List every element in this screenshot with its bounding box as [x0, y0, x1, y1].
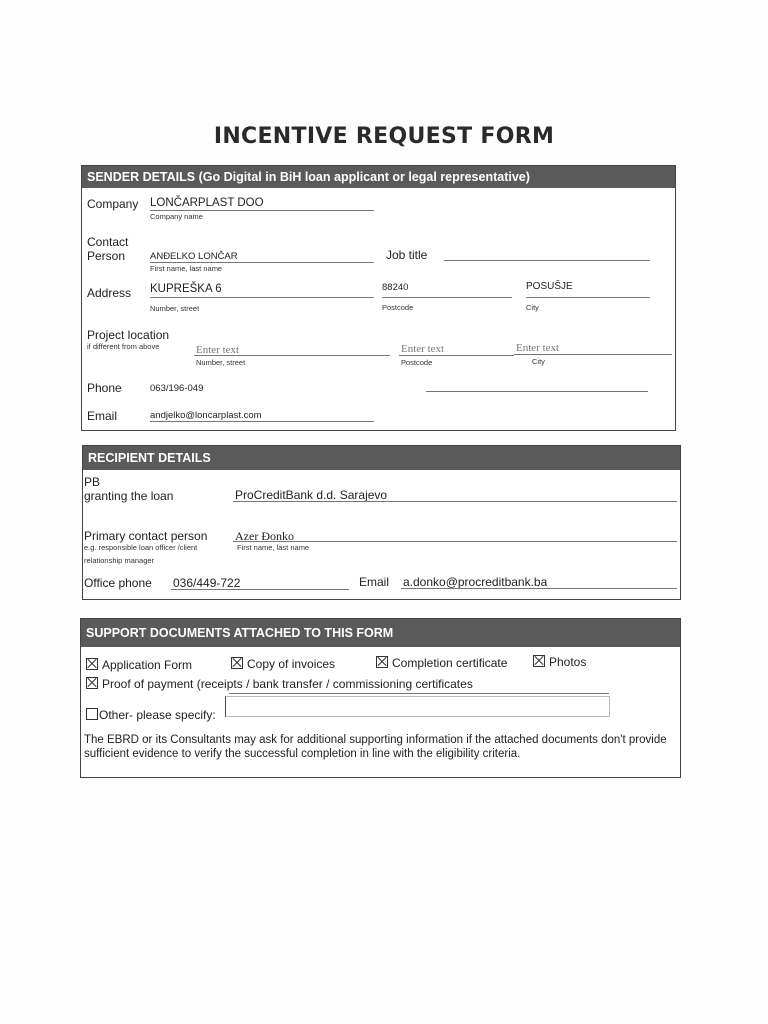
email-label: Email — [87, 409, 118, 423]
address-city-field[interactable]: POSUŠJE — [526, 281, 573, 292]
contact-label-line1: Contact — [87, 235, 129, 249]
project-postcode-underline — [399, 355, 514, 356]
primary-contact-hint-1: e.g. responsible loan officer /client — [84, 543, 198, 552]
primary-contact-hint-name: First name, last name — [237, 543, 310, 552]
address-postcode-hint: Postcode — [382, 303, 414, 312]
address-city-underline — [526, 297, 650, 298]
project-street-underline — [194, 355, 390, 356]
contact-hint: First name, last name — [150, 264, 223, 273]
application-form-checkbox[interactable] — [86, 658, 98, 670]
primary-contact-field[interactable]: Azer Đonko — [235, 529, 294, 543]
project-postcode-field[interactable]: Enter text — [401, 343, 445, 355]
ebrd-note: The EBRD or its Consultants may ask for additional supporting information if the attached documents don't provide sufficient evidence to verify the successful completion in line with the eligibility criteria. — [84, 734, 667, 760]
form-title: INCENTIVE REQUEST FORM — [213, 124, 555, 149]
copy-of-invoices-checkbox[interactable] — [231, 657, 243, 669]
address-street-field[interactable]: KUPREŠKA 6 — [150, 283, 222, 295]
doc-label: Photos — [549, 655, 587, 669]
phone-label: Phone — [87, 381, 122, 395]
company-underline — [150, 210, 374, 211]
doc-application-form — [86, 658, 192, 672]
completion-certificate-checkbox[interactable] — [376, 656, 388, 668]
doc-label: Copy of invoices — [247, 657, 336, 671]
company-label: Company — [87, 197, 139, 211]
contact-label-line2: Person — [87, 249, 126, 263]
company-field[interactable]: LONČARPLAST DOO — [150, 197, 264, 209]
recipient-email-underline — [401, 588, 677, 589]
doc-label: Application Form — [102, 658, 193, 672]
address-postcode-field[interactable]: 88240 — [382, 282, 409, 293]
email-field[interactable]: andjelko@loncarplast.com — [150, 410, 262, 421]
primary-contact-underline — [233, 541, 677, 542]
email-underline — [150, 421, 374, 422]
doc-other-label: Other- please specify: — [99, 708, 216, 722]
doc-photos — [533, 655, 586, 669]
phone-field[interactable]: 063/196-049 — [150, 383, 204, 394]
sender-details-section — [81, 165, 676, 431]
office-phone-label: Office phone — [84, 576, 152, 590]
doc-other — [86, 708, 216, 722]
doc-label: Completion certificate — [392, 656, 508, 670]
job-title-label: Job title — [386, 248, 428, 262]
recipient-details-header: RECIPIENT DETAILS — [83, 446, 680, 470]
other-checkbox[interactable] — [86, 708, 98, 720]
primary-contact-hint-2: relationship manager — [84, 556, 155, 565]
address-postcode-underline — [382, 297, 512, 298]
pb-label-line2: granting the loan — [84, 489, 174, 503]
address-label: Address — [87, 286, 132, 300]
project-location-subtitle: if different from above — [87, 342, 160, 351]
office-phone-field[interactable]: 036/449-722 — [173, 576, 241, 590]
doc-copy-of-invoices — [231, 657, 335, 671]
support-documents-header: SUPPORT DOCUMENTS ATTACHED TO THIS FORM — [81, 619, 680, 647]
proof-of-payment-underline — [229, 693, 609, 694]
recipient-email-label: Email — [359, 575, 390, 589]
recipient-email-field[interactable]: a.donko@procreditbank.ba — [403, 575, 548, 589]
doc-completion-certificate — [376, 656, 507, 670]
address-street-hint: Number, street — [150, 304, 200, 313]
primary-contact-label: Primary contact person — [84, 529, 208, 543]
office-phone-underline — [171, 589, 349, 590]
pb-underline — [233, 501, 677, 502]
project-location-label: Project location — [87, 328, 170, 342]
project-city-field[interactable]: Enter text — [516, 342, 560, 354]
project-city-underline — [514, 354, 672, 355]
other-specify-input[interactable] — [225, 696, 610, 717]
address-city-hint: City — [526, 303, 539, 312]
project-postcode-hint: Postcode — [401, 358, 433, 367]
project-street-field[interactable]: Enter text — [196, 344, 240, 356]
phone-extra-field[interactable] — [426, 391, 648, 392]
photos-checkbox[interactable] — [533, 655, 545, 667]
company-hint: Company name — [150, 212, 203, 221]
address-street-underline — [150, 297, 374, 298]
proof-of-payment-checkbox[interactable] — [86, 677, 98, 689]
contact-person-field[interactable]: ANĐELKO LONČAR — [150, 251, 238, 262]
job-title-field[interactable] — [444, 260, 650, 261]
project-city-hint: City — [532, 357, 545, 366]
sender-details-header: SENDER DETAILS (Go Digital in BiH loan applicant or legal representative) — [82, 166, 675, 188]
support-documents-section — [80, 618, 681, 778]
pb-label-line1: PB — [84, 475, 101, 489]
recipient-details-section — [82, 445, 681, 600]
project-street-hint: Number, street — [196, 358, 246, 367]
doc-proof-of-payment — [86, 677, 473, 691]
contact-underline — [150, 262, 374, 263]
pb-field[interactable]: ProCreditBank d.d. Sarajevo — [235, 488, 388, 502]
doc-label: Proof of payment (receipts / bank transfer / commissioning certificates — [102, 677, 473, 691]
